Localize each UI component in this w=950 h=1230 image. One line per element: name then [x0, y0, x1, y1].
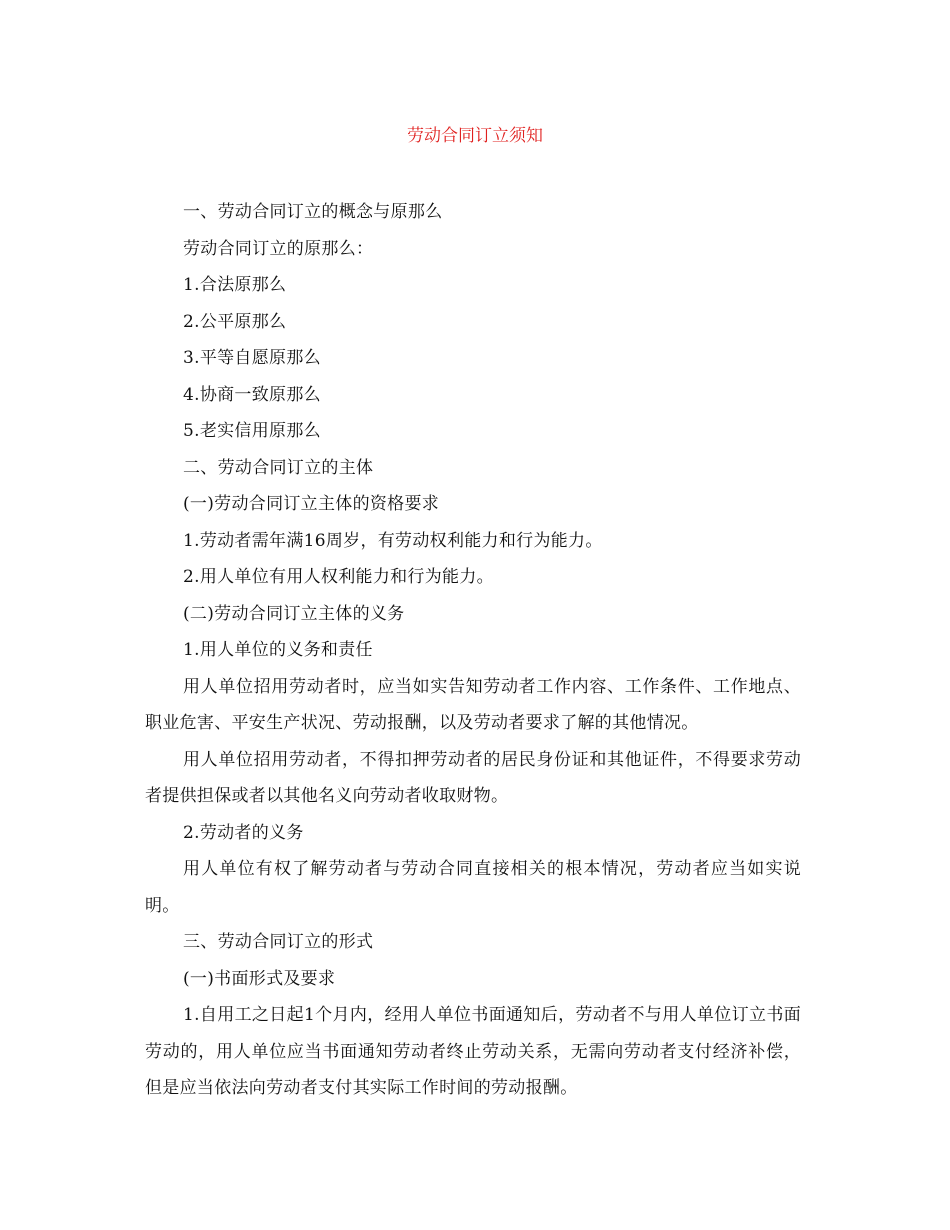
subsection-heading: (一)劳动合同订立主体的资格要求: [183, 494, 440, 514]
paragraph: 劳动合同订立的原那么：: [183, 238, 374, 259]
list-item: 1.劳动者需年满16周岁，有劳动权利能力和行为能力。: [183, 530, 603, 551]
list-item: 4.协商一致原那么: [183, 384, 321, 405]
section-heading-2: 二、劳动合同订立的主体: [183, 457, 374, 478]
list-item: 1.自用工之日起1个月内，经用人单位书面通知后，劳动者不与用人单位订立书面劳动的，用人单位应当书面通知劳动者终止劳动关系，无需向劳动者支付经济补偿，但是应当依法向劳动者支付其实际工作时间的劳动报酬。: [145, 1005, 801, 1098]
list-item: 2.公平原那么: [183, 311, 287, 332]
document-body: [145, 194, 801, 1107]
list-item: 5.老实信用原那么: [183, 421, 321, 441]
paragraph: 用人单位有权了解劳动者与劳动合同直接相关的根本情况，劳动者应当如实说明。: [145, 859, 801, 916]
list-item: 3.平等自愿原那么: [183, 348, 321, 368]
section-heading-3: 三、劳动合同订立的形式: [183, 932, 374, 952]
paragraph: 用人单位招用劳动者，不得扣押劳动者的居民身份证和其他证件，不得要求劳动者提供担保或者以其他名义向劳动者收取财物。: [145, 749, 801, 806]
list-item: 2.劳动者的义务: [183, 822, 304, 843]
list-item: 1.合法原那么: [183, 275, 287, 295]
paragraph: 用人单位招用劳动者时，应当如实告知劳动者工作内容、工作条件、工作地点、职业危害、平安生产状况、劳动报酬，以及劳动者要求了解的其他情况。: [145, 676, 801, 733]
document-title: 劳动合同订立须知: [407, 126, 543, 146]
list-item: 2.用人单位有用人权利能力和行为能力。: [183, 567, 494, 587]
subsection-heading: (一)书面形式及要求: [183, 968, 336, 989]
section-heading-1: 一、劳动合同订立的概念与原那么: [183, 202, 443, 222]
list-item: 1.用人单位的义务和责任: [183, 640, 373, 660]
subsection-heading: (二)劳动合同订立主体的义务: [183, 603, 405, 624]
